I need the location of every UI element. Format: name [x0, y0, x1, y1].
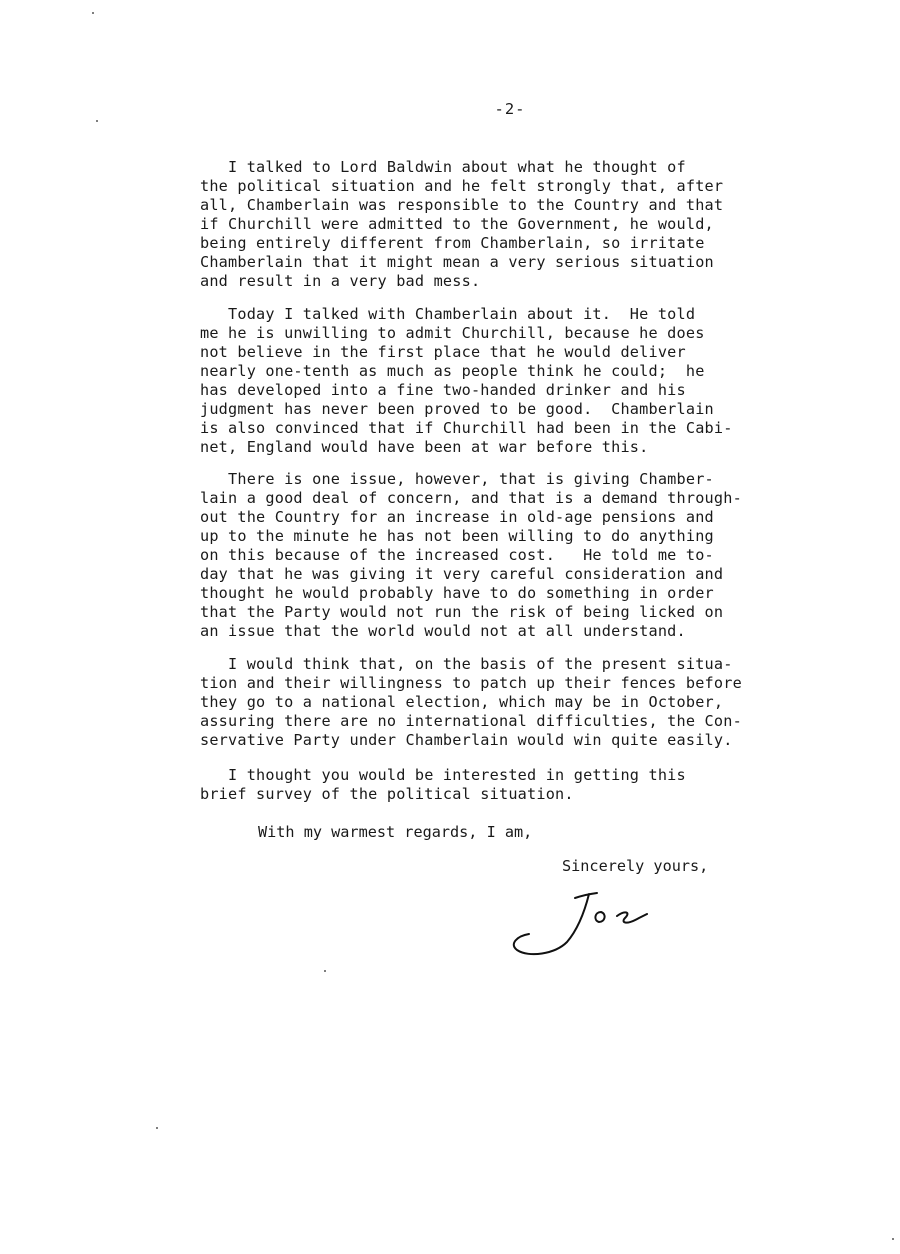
- handwritten-signature: [505, 880, 655, 960]
- scan-speck: [324, 970, 326, 972]
- scan-speck: [892, 1238, 894, 1240]
- paragraph-baldwin: I talked to Lord Baldwin about what he thought of the political situation and he felt strongly that, after all, Chamberlain was responsible to the Country and that if Churchill were admitted to the Government, he would, being entirely different from Chamberlain, so irritate Chamberlain that it might mean a very serious situation and result in a very bad mess.: [200, 158, 724, 290]
- paragraph-pensions: There is one issue, however, that is giving Chamber- lain a good deal of concern, and that is a demand through- out the Country for an increase in old-age pensions and up to the minute he has not been willing to do anything on this because of the increased cost. He told me to- day that he was giving it very careful consideration and thought he would probably have to do something in order that the Party would not run the risk of being licked on an issue that the world would not at all understand.: [200, 470, 742, 640]
- scan-speck: [96, 120, 98, 122]
- page-number: -2-: [494, 100, 526, 118]
- scan-speck: [156, 1127, 158, 1129]
- paragraph-survey: I thought you would be interested in getting this brief survey of the political situation.: [200, 766, 686, 803]
- paragraph-chamberlain-churchill: Today I talked with Chamberlain about it. He told me he is unwilling to admit Churchill, because he does not believe in the first place that he would deliver nearly one-tenth as much as people think he could; he has developed into a fine two-handed drinker and his judgment has never been proved to be good. Chamberlain is also convinced that if Churchill had been in the Cabi- net, England would have been at war before this.: [200, 305, 733, 456]
- scan-speck: [92, 12, 94, 14]
- sign-off: Sincerely yours,: [562, 857, 709, 875]
- closing-line: With my warmest regards, I am,: [258, 823, 533, 841]
- paragraph-election: I would think that, on the basis of the present situa- tion and their willingness to patch up their fences before they go to a national election, which may be in October, assuring there are no international difficulties, the Con- servative Party under Chamberlain would win quite easily.: [200, 655, 742, 749]
